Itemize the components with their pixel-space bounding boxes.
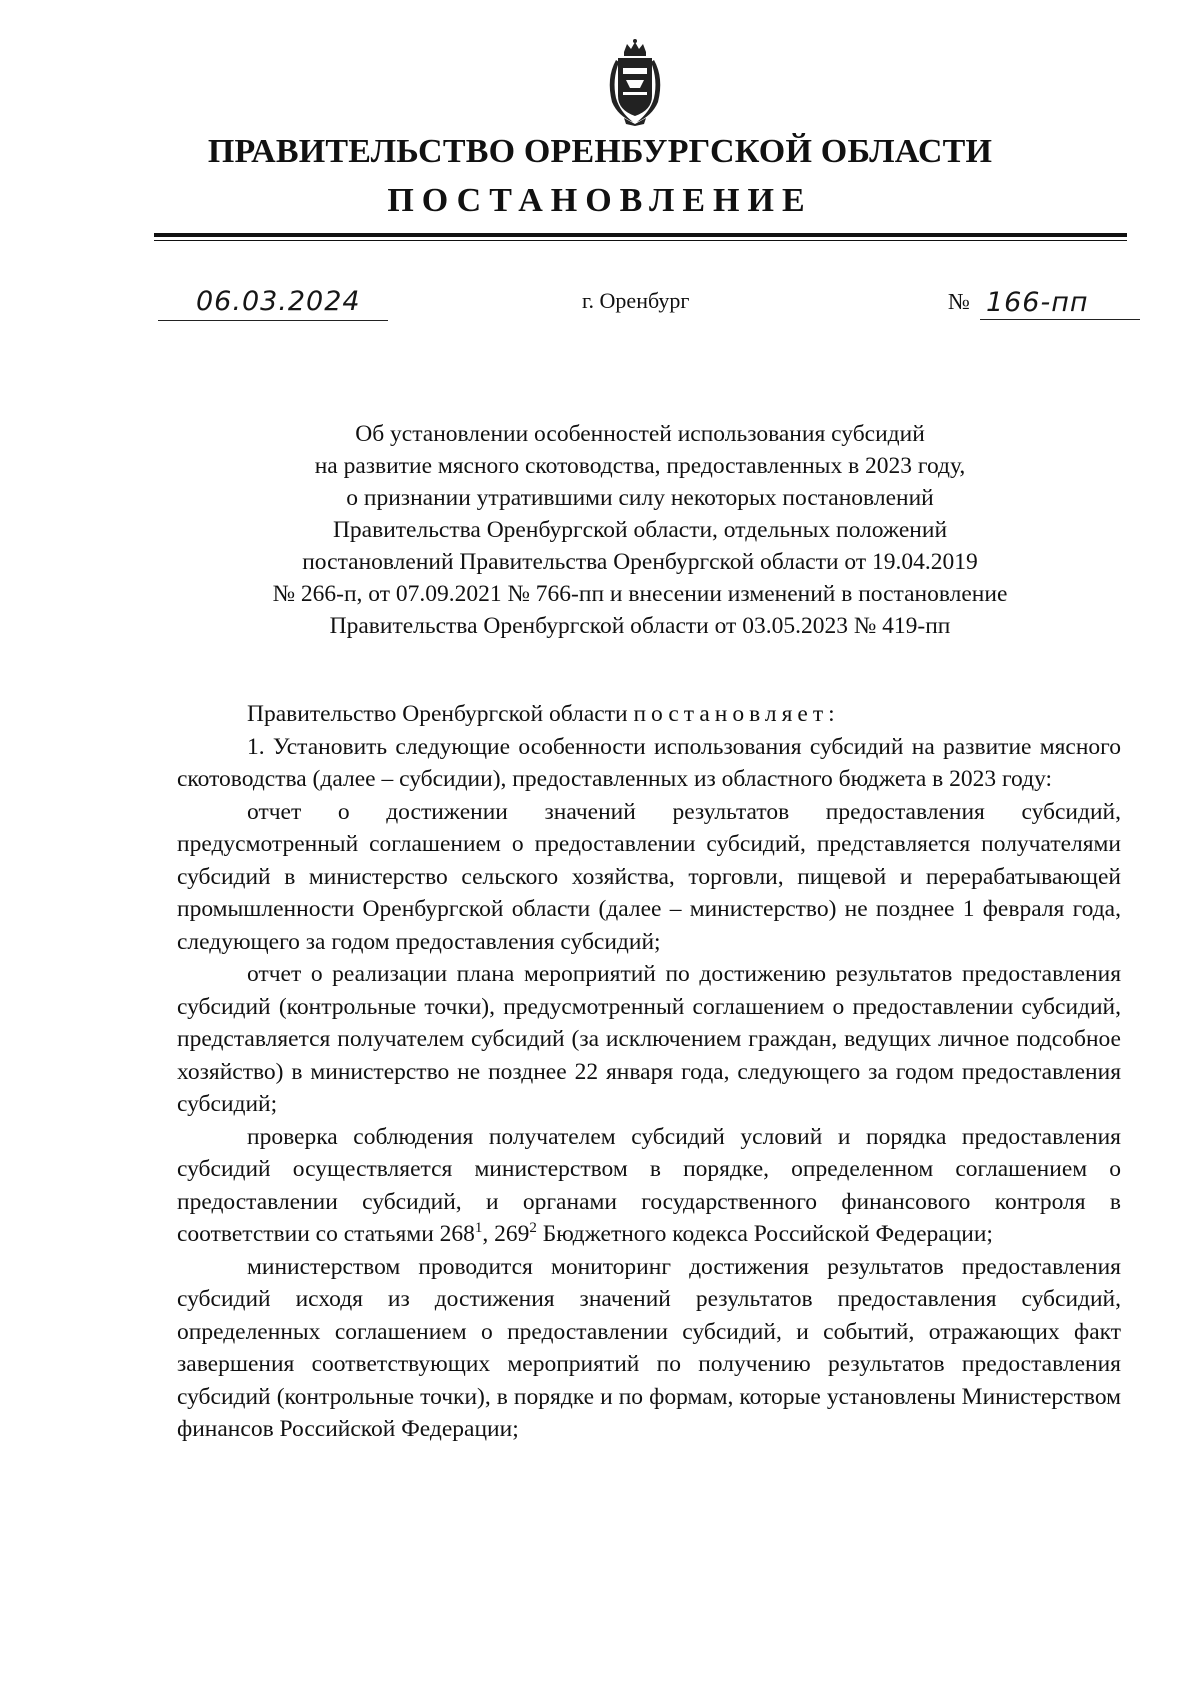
number-sign: № <box>948 289 970 314</box>
subject-line: Об установлении особенностей использования субсидий <box>355 421 925 447</box>
document-body <box>177 698 1121 1446</box>
subject-line: на развитие мясного скотоводства, предоставленных в 2023 году, <box>314 453 966 479</box>
header-rule-thin <box>154 240 1127 241</box>
subject-line: Правительства Оренбургской области от 03.05.2023 № 419-пп <box>329 613 951 639</box>
document-type-heading: ПОСТАНОВЛЕНИЕ <box>387 182 813 219</box>
paragraph-text: , 269 <box>482 1221 530 1247</box>
paragraph-monitoring: министерством проводится мониторинг достижения результатов предоставления субсидий исходя из достижения значений результатов предоставления субсидий, определенных соглашением о предоставлении субсидий, и событий, отражающих факт завершения соответствующих мероприятий по получению результатов предоставления субсидий (контрольные точки), в порядке и по формам, которые установлены Министерством финансов Российской Федерации; <box>177 1253 1121 1442</box>
subject-line: постановлений Правительства Оренбургской области от 19.04.2019 <box>302 549 978 575</box>
subject-line: № 266-п, от 07.09.2021 № 766-пп и внесении изменений в постановление <box>272 581 1008 607</box>
subject-line: Правительства Оренбургской области, отдельных положений <box>332 517 948 543</box>
paragraph-1: 1. Установить следующие особенности использования субсидий на развитие мясного скотоводства (далее – субсидии), предоставленных из областного бюджета в 2023 году: <box>177 733 1121 792</box>
handwritten-date: 06.03.2024 <box>196 286 361 317</box>
superscript: 1 <box>474 1220 483 1237</box>
header-rule-thick <box>154 233 1127 237</box>
document-number <box>948 287 1140 321</box>
document-subject <box>160 418 1120 642</box>
preamble-action: постановляет: <box>633 701 840 727</box>
preamble-prefix: Правительство Оренбургской области <box>247 701 628 727</box>
date-field <box>158 286 388 321</box>
organization-title: ПРАВИТЕЛЬСТВО ОРЕНБУРГСКОЙ ОБЛАСТИ <box>207 133 993 170</box>
preamble <box>177 698 1121 731</box>
subject-line: о признании утратившими силу некоторых постановлений <box>346 485 934 511</box>
superscript: 2 <box>529 1220 537 1237</box>
paragraph-report-results: отчет о достижении значений результатов предоставления субсидий, предусмотренный соглашением о предоставлении субсидий, представляется получателями субсидий в министерство сельского хозяйства, торговли, пищевой и перерабатывающей промышленности Оренбургской области (далее – министерство) не позднее 1 февраля года, следующего за годом предоставления субсидий; <box>177 798 1121 955</box>
paragraph-compliance-check <box>177 1121 1121 1251</box>
paragraph-text: Бюджетного кодекса Российской Федерации; <box>536 1221 993 1247</box>
coat-of-arms-icon <box>600 38 670 126</box>
paragraph-text: проверка соблюдения получателем субсидий условий и порядка предоставления субсидий осуществляется министерством в порядке, определенном соглашением о предоставлении субсидий, и органами государственного финансового контроля в соответствии со статьями 268 <box>177 1123 1121 1247</box>
city-label: г. Оренбург <box>582 288 690 313</box>
handwritten-number: 166-пп <box>980 287 1140 320</box>
paragraph-report-plan: отчет о реализации плана мероприятий по достижению результатов предоставления субсидий (контрольные точки), предусмотренный соглашением о предоставлении субсидий, представляется получателем субсидий (за исключением граждан, ведущих личное подсобное хозяйство) в министерство не позднее 22 января года, следующего за годом предоставления субсидий; <box>177 961 1121 1117</box>
